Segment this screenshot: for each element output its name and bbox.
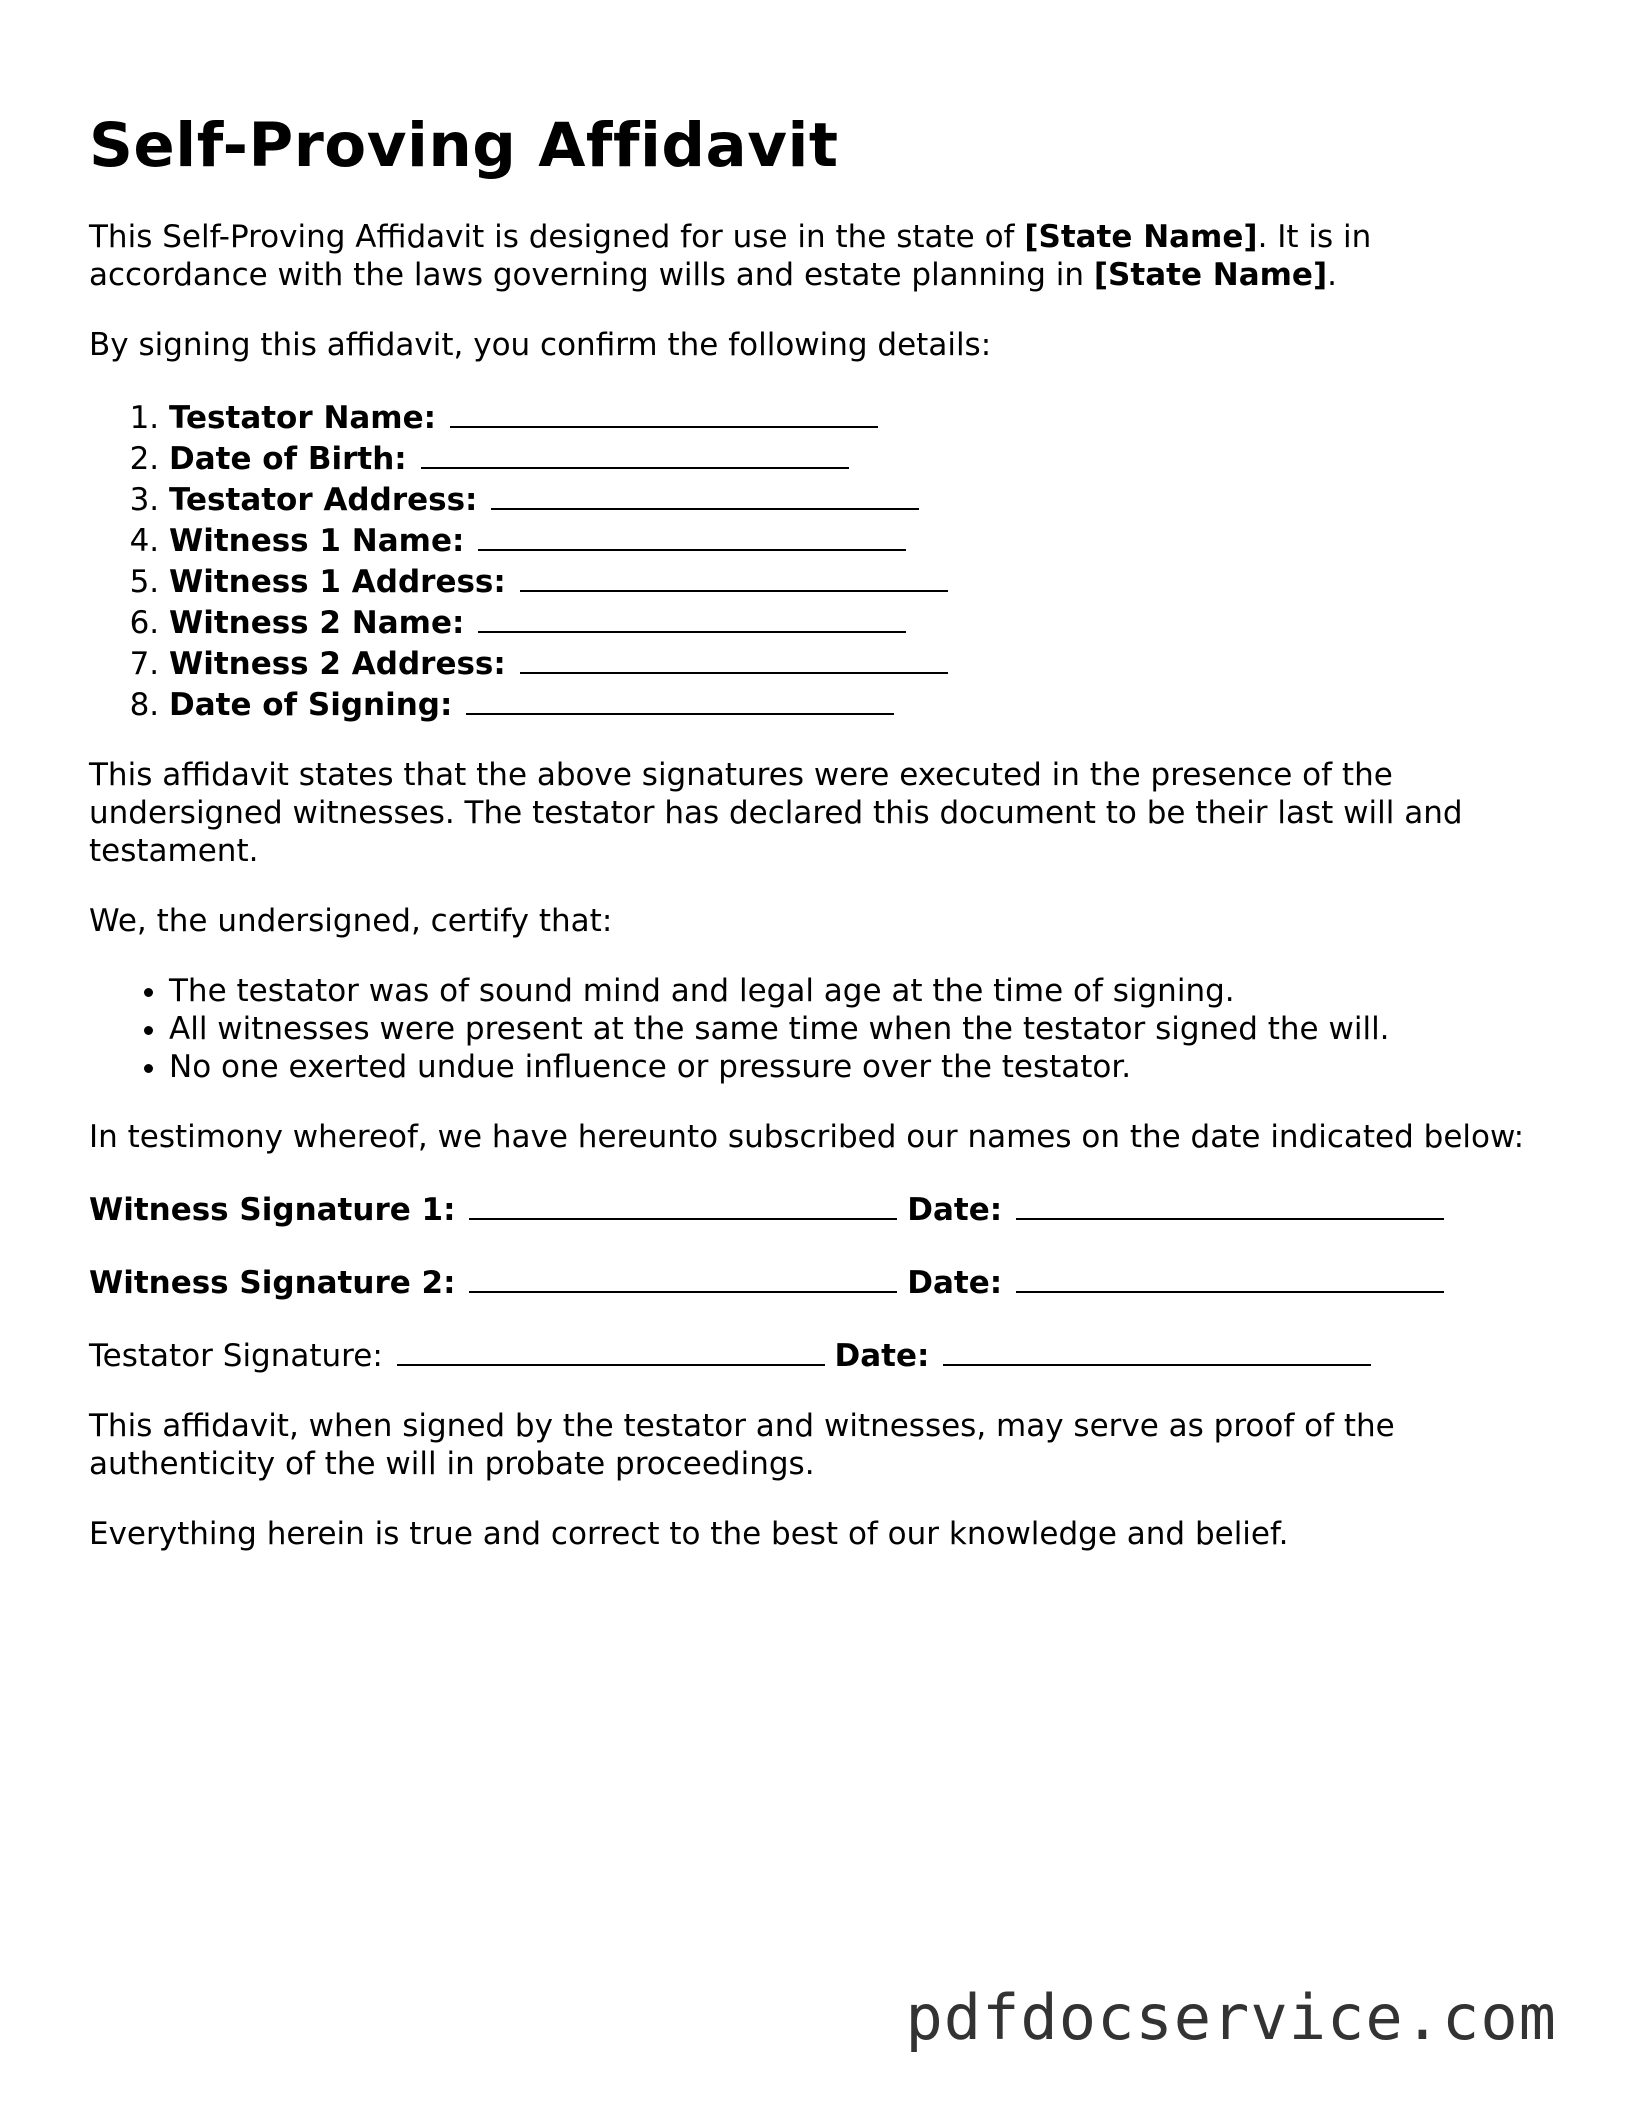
- witness-signature-2-label: Witness Signature 2:: [89, 1265, 456, 1301]
- testator-signature-row: [89, 1334, 1529, 1375]
- page-title: Self-Proving Affidavit: [89, 110, 839, 181]
- testimony-paragraph: In testimony whereof, we have hereunto subscribed our names on the date indicated below:: [89, 1119, 1525, 1155]
- witness-signature-2-row: [89, 1261, 1529, 1302]
- testator-signature-line[interactable]: [397, 1334, 825, 1366]
- detail-item: [169, 437, 1529, 478]
- certification-item: • All witnesses were present at the same time when the testator signed the will.: [169, 1010, 1529, 1048]
- watermark-text: pdfdocservice.com: [905, 1981, 1557, 2054]
- detail-item: [169, 683, 1529, 724]
- field-label: Testator Name:: [169, 400, 437, 436]
- testator-signature-label: Testator Signature:: [89, 1338, 383, 1374]
- certify-intro: We, the undersigned, certify that:: [89, 903, 613, 939]
- detail-item: [169, 601, 1529, 642]
- closing-paragraph-2: Everything herein is true and correct to the best of our knowledge and belief.: [89, 1516, 1289, 1552]
- field-label: Witness 1 Address:: [169, 564, 506, 600]
- certification-item: • No one exerted undue influence or pressure over the testator.: [169, 1048, 1529, 1086]
- detail-item: [169, 560, 1529, 601]
- certifications-list: [89, 972, 1529, 1086]
- date-line[interactable]: [1016, 1188, 1444, 1220]
- state-name-placeholder-2: [State Name]: [1093, 257, 1328, 293]
- detail-item: [169, 396, 1529, 437]
- blank-line[interactable]: [520, 642, 948, 674]
- field-label: Witness 2 Name:: [169, 605, 465, 641]
- blank-line[interactable]: [478, 601, 906, 633]
- intro-paragraph: [89, 218, 1529, 294]
- certification-item: • The testator was of sound mind and legal age at the time of signing.: [169, 972, 1529, 1010]
- field-label: Date of Birth:: [169, 441, 407, 477]
- closing-paragraph-1: This affidavit, when signed by the testator and witnesses, may serve as proof of the authenticity of the will in probate proceedings.: [89, 1408, 1395, 1482]
- blank-line[interactable]: [491, 478, 919, 510]
- witness-signature-1-row: [89, 1188, 1529, 1229]
- witness-signature-1-line[interactable]: [469, 1188, 897, 1220]
- confirm-paragraph: By signing this affidavit, you confirm the following details:: [89, 327, 992, 363]
- witness-signature-1-label: Witness Signature 1:: [89, 1192, 456, 1228]
- blank-line[interactable]: [421, 437, 849, 469]
- date-line[interactable]: [1016, 1261, 1444, 1293]
- blank-line[interactable]: [450, 396, 878, 428]
- document-page: [89, 110, 1529, 1585]
- details-list: [89, 396, 1529, 724]
- witness-signature-2-line[interactable]: [469, 1261, 897, 1293]
- statement-paragraph: This affidavit states that the above signatures were executed in the presence of the undersigned witnesses. The testator has declared this document to be their last will and testament.: [89, 757, 1463, 869]
- date-label: Date:: [907, 1265, 1003, 1301]
- detail-item: [169, 642, 1529, 683]
- detail-item: [169, 519, 1529, 560]
- intro-text-3: .: [1327, 257, 1337, 293]
- date-label: Date:: [834, 1338, 930, 1374]
- blank-line[interactable]: [466, 683, 894, 715]
- intro-text-2: . It is in accordance with the laws governing wills and estate planning in: [89, 219, 1372, 293]
- intro-text-1: This Self-Proving Affidavit is designed for use in the state of: [89, 219, 1025, 255]
- blank-line[interactable]: [520, 560, 948, 592]
- detail-item: [169, 478, 1529, 519]
- date-label: Date:: [907, 1192, 1003, 1228]
- state-name-placeholder-1: [State Name]: [1024, 219, 1258, 255]
- field-label: Date of Signing:: [169, 687, 453, 723]
- field-label: Testator Address:: [169, 482, 478, 518]
- date-line[interactable]: [943, 1334, 1371, 1366]
- field-label: Witness 2 Address:: [169, 646, 506, 682]
- field-label: Witness 1 Name:: [169, 523, 465, 559]
- blank-line[interactable]: [478, 519, 906, 551]
